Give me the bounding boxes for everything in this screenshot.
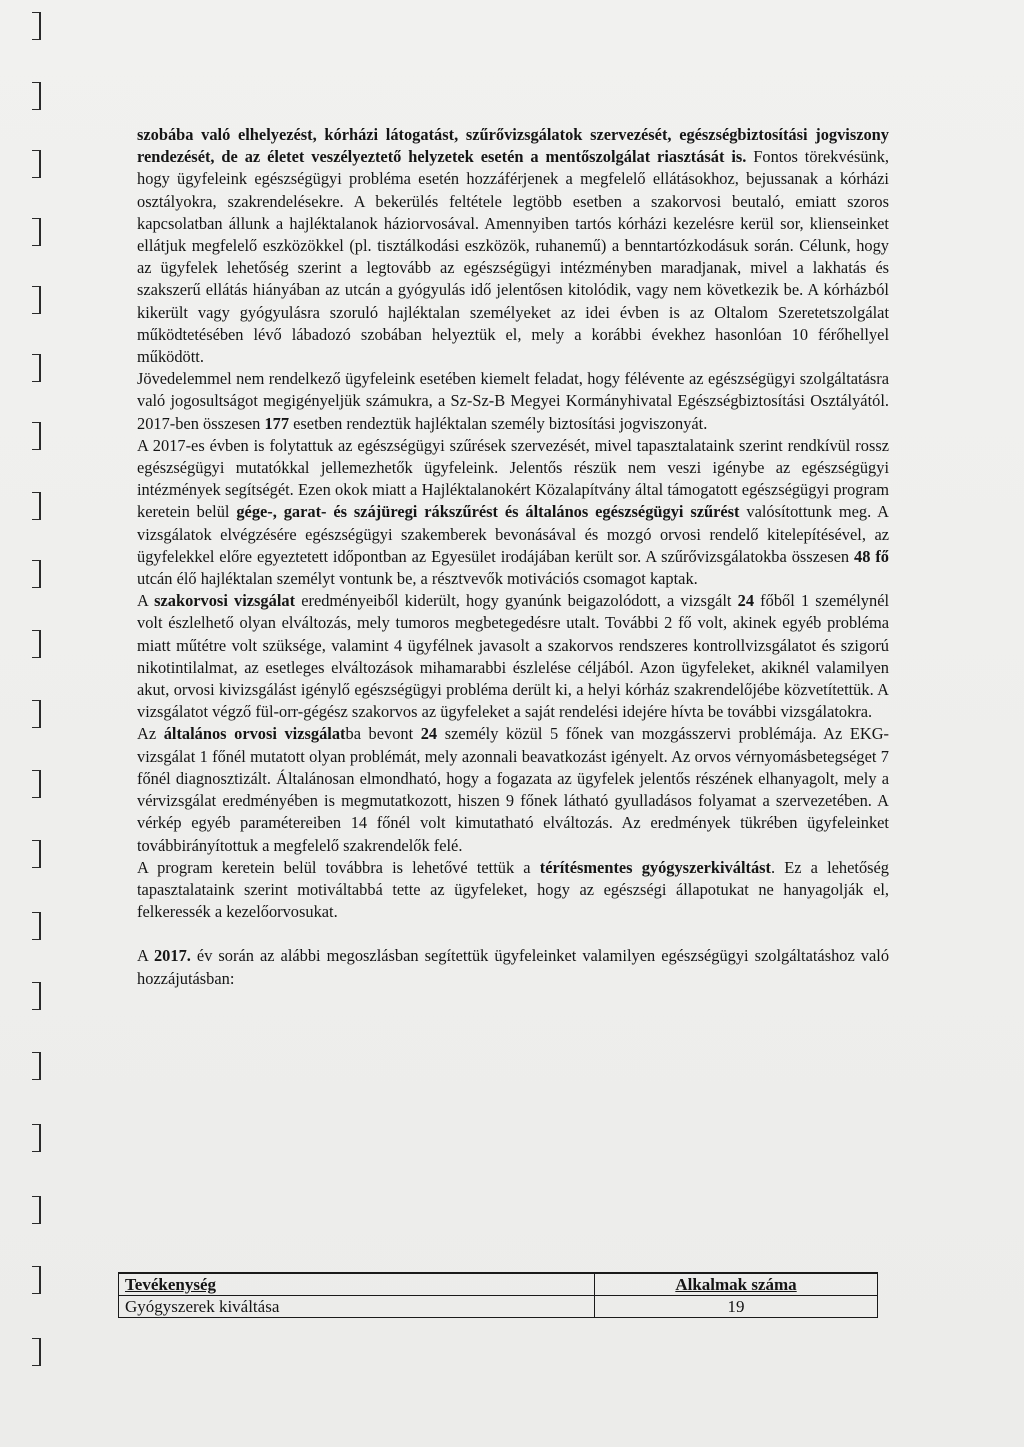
table-header-row — [119, 1273, 878, 1296]
cell-activity: Gyógyszerek kiváltása — [119, 1296, 595, 1318]
text-run: ba bevont — [345, 724, 421, 744]
bold-text-run: 48 fő — [854, 546, 889, 566]
services-table — [118, 1272, 878, 1318]
bold-text-run: szobába való elhelyezést, kórházi látogatást, szűrővizsgálatok szervezését, egészségbiztosítási jogviszony rendezését, de az életet veszélyeztető helyzetek esetén a mentőszolgálat riasztását is. — [137, 125, 889, 167]
text-run: Fontos törekvésünk, hogy ügyfeleink egészségügyi probléma esetén hozzáférjenek a megfelelő ellátásokhoz, bejussanak a kórházi osztályokra, szakrendelésekre. A bekerülés feltétele legtöbb esetben a szakorvosi beutaló, emiatt szoros kapcsolatban állunk a hajléktalanok háziorvosával. Amennyiben tartós kórházi kezelésre kerül sor, klienseinket ellátjuk megfelelő eszközökkel (pl. tisztálkodási eszközök, ruhanemű) a benntartózkodásuk során. Célunk, hogy az ügyfelek lehetőség szerint a legtovább az egészségügyi intézményben maradjanak, mivel a lakhatás és szakszerű ellátás hiányában az utcán a gyógyulás idő jelentősen kitolódik, vagy nem következik be. A kórházból kikerült vagy gyógyulásra szoruló hajléktalan személyeket az idei évben is az Oltalom Szeretetszolgálat működtetésében lévő lábadozó szobában helyeztük el, mely a korábbi évekhez hasonlóan 10 férőhellyel működött. — [137, 147, 890, 367]
paragraph — [137, 435, 889, 590]
bold-text-run: 177 — [264, 413, 290, 433]
text-run: eredményeiből kiderült, hogy gyanúnk beigazolódott, a vizsgált — [295, 591, 738, 611]
table-row — [119, 1296, 878, 1318]
text-run: A 2017-es évben is folytattuk az egészségügyi szűrések szervezését, mivel tapasztalataink szerint rendkívül rossz egészségügyi mutatókkal jellemezhetők ügyfeleink. Jelentős részük nem veszi igénybe az egészségügyi intézmények segítségét. Ezen okok miatt a Hajléktalanokért Közalapítvány által támogatott egészségügyi program keretein belül — [137, 435, 889, 522]
text-run: valósítottunk meg. A vizsgálatok elvégzésére egészségügyi szakemberek bevonásával és mozgó orvosi rendelő kitelepítésével, az ügyfelekkel előre egyeztetett időpontban az Egyesület irodájában került sor. A szűrővizsgálatokba összesen — [137, 502, 890, 566]
bold-text-run: szakorvosi vizsgálat — [154, 591, 296, 611]
bold-text-run: általános orvosi vizsgálat — [163, 724, 346, 744]
paragraph — [137, 723, 889, 856]
text-run: A program keretein belül továbbra is lehetővé tettük a — [137, 857, 540, 877]
bold-text-run: 24 — [420, 724, 438, 744]
binding-marks — [28, 0, 42, 1447]
text-run: A — [137, 591, 155, 611]
paragraph — [137, 945, 889, 989]
text-run: utcán élő hajléktalan személyt vontunk be, a résztvevők motivációs csomagot kaptak. — [137, 569, 698, 589]
text-run: . Ez a lehetőség tapasztalataink szerint motiváltabbá tette az ügyfeleket, hogy az egészségi állapotukat ne hanyagolják el, felkeressék a kezelőorvosukat. — [137, 857, 889, 922]
text-run: Az — [137, 724, 164, 744]
text-run: személy közül 5 főnek van mozgásszervi problémája. Az EKG-vizsgálat 1 főnél mutatott olyan problémát, mely azonnali beavatkozást igényelt. Az orvos vérnyomásbetegséget 7 főnél diagnosztizált. Általánosan elmondható, hogy a fogazata az ügyfelek jelentős részének elhanyagolt, mely a vérvizsgálat eredményében is megmutatkozott, hiszen 9 főnek látható gyulladásos folyamat a szervezetében. A vérkép egyéb paramétereiben 14 főnél volt kimutatható elváltozás. Az eredmények tükrében ügyfeleinket továbbirányítottuk a megfelelő szakrendelők felé. — [137, 724, 889, 855]
cell-count: 19 — [595, 1296, 878, 1318]
paragraph — [137, 124, 889, 368]
text-run: főből 1 személynél volt észlelhető olyan elváltozás, mely tumoros megbetegedésre utalt. További 2 fő volt, akinek egyéb probléma miatt műtétre volt szüksége, valamint 4 ügyfélnek javasolt a szakorvos rendszeres kontrollvizsgálatot és szigorú nikotintilalmat, az esetleges elváltozások mihamarabbi észlelése céljából. Azon ügyfeleket, akiknél valamilyen akut, orvosi kivizsgálást igénylő egészségügyi probléma derült ki, a helyi kórház szakrendelőjébe közvetítettük. A vizsgálatot végző fül-orr-gégész szakorvos az ügyfeleket a saját rendelési idejére hívta be további vizsgálatokra. — [137, 591, 890, 722]
body-text — [137, 124, 889, 990]
text-run: Jövedelemmel nem rendelkező ügyfeleink esetében kiemelt feladat, hogy félévente az egészségügyi szolgáltatásra való jogosultságot megigényeljük számukra, a Sz-Sz-B Megyei Kormányhivatal Egészségbiztosítási Osztályától. 2017-ben összesen — [137, 369, 889, 433]
text-run: esetben rendeztük hajléktalan személy biztosítási jogviszonyát. — [289, 413, 708, 433]
bold-text-run: térítésmentes gyógyszerkiváltást — [539, 857, 771, 877]
paragraph — [137, 590, 889, 723]
bold-text-run: 24 — [737, 591, 755, 611]
paragraph — [137, 857, 889, 924]
text-run: A — [137, 946, 154, 966]
text-run: év során az alábbi megoszlásban segítettük ügyfeleinket valamilyen egészségügyi szolgáltatáshoz való hozzájutásban: — [137, 946, 890, 988]
bold-text-run: 2017. — [153, 946, 191, 966]
bold-text-run: gége-, garat- és szájüregi rákszűrést és általános egészségügyi szűrést — [236, 502, 740, 522]
col-header-count: Alkalmak száma — [595, 1273, 878, 1296]
col-header-activity: Tevékenység — [119, 1273, 595, 1296]
paragraph — [137, 368, 889, 435]
